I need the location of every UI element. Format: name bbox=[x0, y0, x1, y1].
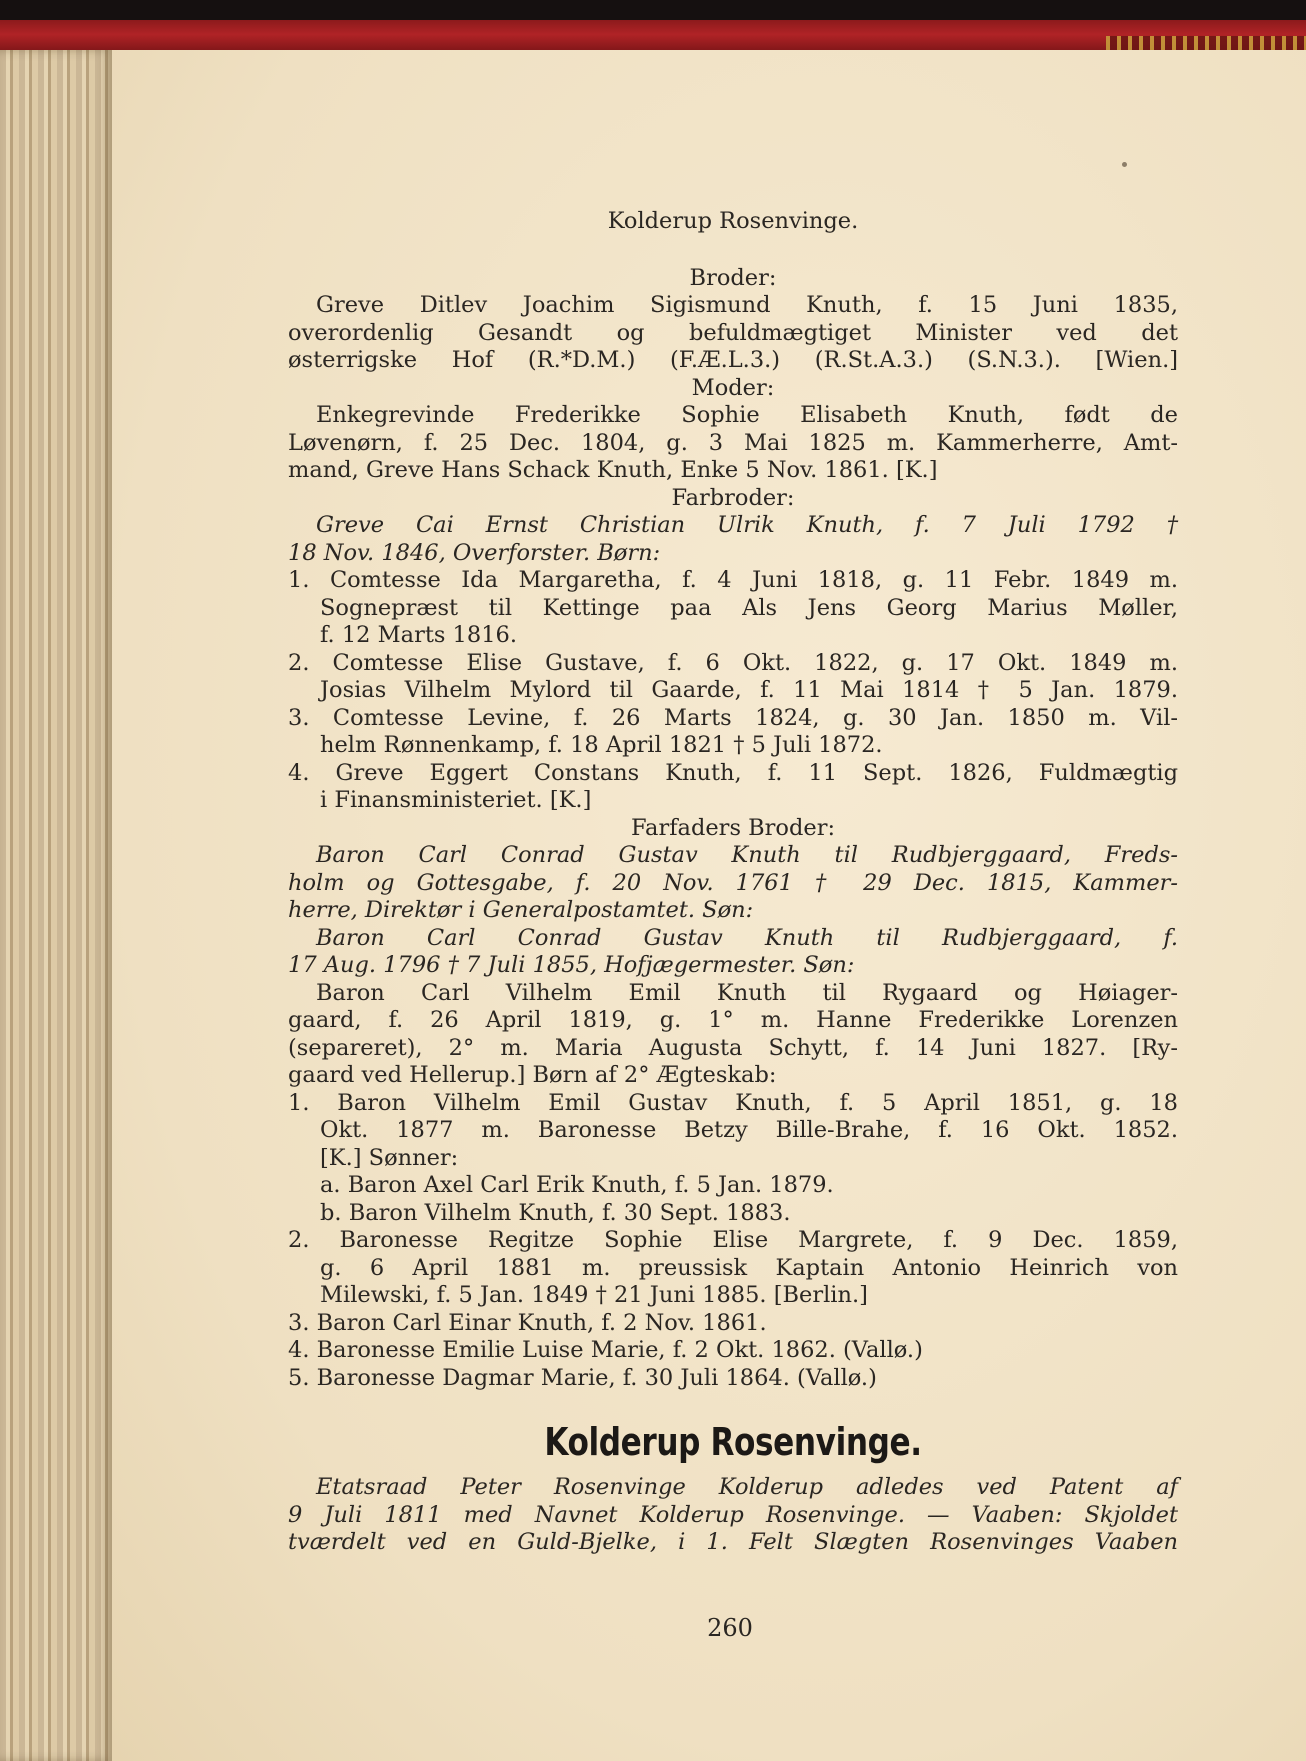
text-line: gaard, f. 26 April 1819, g. 1° m. Hanne Frederikke Lorenzen bbox=[288, 1007, 1178, 1033]
text-line: Greve Cai Ernst Christian Ulrik Knuth, f. 7 Juli 1792 † bbox=[316, 512, 1178, 538]
genealogy-block bbox=[288, 265, 1178, 1393]
text-line: 3. Comtesse Levine, f. 26 Marts 1824, g. 30 Jan. 1850 m. Vil- bbox=[288, 704, 1178, 731]
ink-speck bbox=[1122, 162, 1127, 167]
text-line: helm Rønnenkamp, f. 18 April 1821 † 5 Juli 1872. bbox=[320, 732, 883, 758]
text-line: 17 Aug. 1796 † 7 Juli 1855, Hofjægermester. Søn: bbox=[288, 952, 855, 978]
text-line: Baron Carl Conrad Gustav Knuth til Rudbjerggaard, Freds- bbox=[316, 842, 1178, 868]
text-line: Etatsraad Peter Rosenvinge Kolderup adledes ved Patent af bbox=[316, 1474, 1178, 1500]
text-line: Farbroder: bbox=[671, 484, 795, 511]
section-intro-block bbox=[288, 1474, 1178, 1557]
text-line: Greve Ditlev Joachim Sigismund Knuth, f. 15 Juni 1835, bbox=[316, 292, 1178, 318]
page-number: 260 bbox=[707, 1614, 753, 1642]
text-line: 2. Comtesse Elise Gustave, f. 6 Okt. 1822, g. 17 Okt. 1849 m. bbox=[288, 649, 1178, 676]
text-line: 4. Baronesse Emilie Luise Marie, f. 2 Okt. 1862. (Vallø.) bbox=[288, 1337, 923, 1363]
text-line: Baron Carl Vilhelm Emil Knuth til Rygaard og Høiager- bbox=[316, 979, 1178, 1006]
text-line: holm og Gottesgabe, f. 20 Nov. 1761 † 29 Dec. 1815, Kammer- bbox=[288, 869, 1178, 896]
text-line: i Finansministeriet. [K.] bbox=[320, 787, 592, 813]
text-line: 18 Nov. 1846, Overforster. Børn: bbox=[288, 539, 661, 566]
text-line: 1. Comtesse Ida Margaretha, f. 4 Juni 1818, g. 11 Febr. 1849 m. bbox=[288, 567, 1178, 593]
text-line: 4. Greve Eggert Constans Knuth, f. 11 Sept. 1826, Fuldmægtig bbox=[288, 759, 1178, 786]
text-line: 2. Baronesse Regitze Sophie Elise Margrete, f. 9 Dec. 1859, bbox=[288, 1227, 1178, 1253]
page-stack-edge bbox=[0, 50, 112, 1761]
text-column bbox=[288, 208, 1178, 1557]
text-line: g. 6 April 1881 m. preussisk Kaptain Antonio Heinrich von bbox=[320, 1254, 1178, 1281]
text-line: gaard ved Hellerup.] Børn af 2° Ægteskab: bbox=[288, 1062, 777, 1088]
text-line: b. Baron Vilhelm Knuth, f. 30 Sept. 1883. bbox=[320, 1199, 791, 1226]
text-line: Okt. 1877 m. Baronesse Betzy Bille-Brahe, f. 16 Okt. 1852. bbox=[320, 1117, 1178, 1143]
text-line: a. Baron Axel Carl Erik Knuth, f. 5 Jan. 1879. bbox=[320, 1172, 834, 1198]
text-line: 9 Juli 1811 med Navnet Kolderup Rosenvinge. — Vaaben: Skjoldet bbox=[288, 1501, 1178, 1528]
text-line: 5. Baronesse Dagmar Marie, f. 30 Juli 1864. (Vallø.) bbox=[288, 1364, 877, 1391]
text-line: Milewski, f. 5 Jan. 1849 † 21 Juni 1885. [Berlin.] bbox=[320, 1282, 868, 1308]
section-heading: Kolderup Rosenvinge. bbox=[544, 1420, 922, 1464]
text-line: tværdelt ved en Guld-Bjelke, i 1. Felt Slægten Rosenvinges Vaaben bbox=[288, 1529, 1178, 1555]
text-line: herre, Direktør i Generalpostamtet. Søn: bbox=[288, 897, 754, 923]
text-line: overordenlig Gesandt og befuldmægtiget Minister ved det bbox=[288, 319, 1178, 346]
text-line: mand, Greve Hans Schack Knuth, Enke 5 Nov. 1861. [K.] bbox=[288, 457, 938, 483]
text-line: f. 12 Marts 1816. bbox=[320, 622, 517, 648]
text-line: Broder: bbox=[689, 264, 777, 291]
text-line: 1. Baron Vilhelm Emil Gustav Knuth, f. 5 April 1851, g. 18 bbox=[288, 1089, 1178, 1116]
text-line: 3. Baron Carl Einar Knuth, f. 2 Nov. 1861. bbox=[288, 1309, 767, 1336]
text-line: Baron Carl Conrad Gustav Knuth til Rudbjerggaard, f. bbox=[316, 924, 1178, 951]
text-line: Moder: bbox=[691, 374, 775, 401]
running-head: Kolderup Rosenvinge. bbox=[607, 208, 859, 234]
text-line: østerrigske Hof (R.*D.M.) (F.Æ.L.3.) (R.St.A.3.) (S.N.3.). [Wien.] bbox=[288, 347, 1178, 373]
text-line: Enkegrevinde Frederikke Sophie Elisabeth Knuth, født de bbox=[316, 402, 1178, 428]
text-line: Farfaders Broder: bbox=[630, 814, 836, 841]
text-line: [K.] Sønner: bbox=[320, 1144, 459, 1171]
book-top-edge bbox=[0, 0, 1306, 22]
text-line: Josias Vilhelm Mylord til Gaarde, f. 11 Mai 1814 † 5 Jan. 1879. bbox=[320, 677, 1178, 703]
text-line: Sognepræst til Kettinge paa Als Jens Georg Marius Møller, bbox=[320, 594, 1178, 621]
text-line: Løvenørn, f. 25 Dec. 1804, g. 3 Mai 1825 m. Kammerherre, Amt- bbox=[288, 429, 1178, 456]
text-line: (separeret), 2° m. Maria Augusta Schytt, f. 14 Juni 1827. [Ry- bbox=[288, 1034, 1178, 1061]
